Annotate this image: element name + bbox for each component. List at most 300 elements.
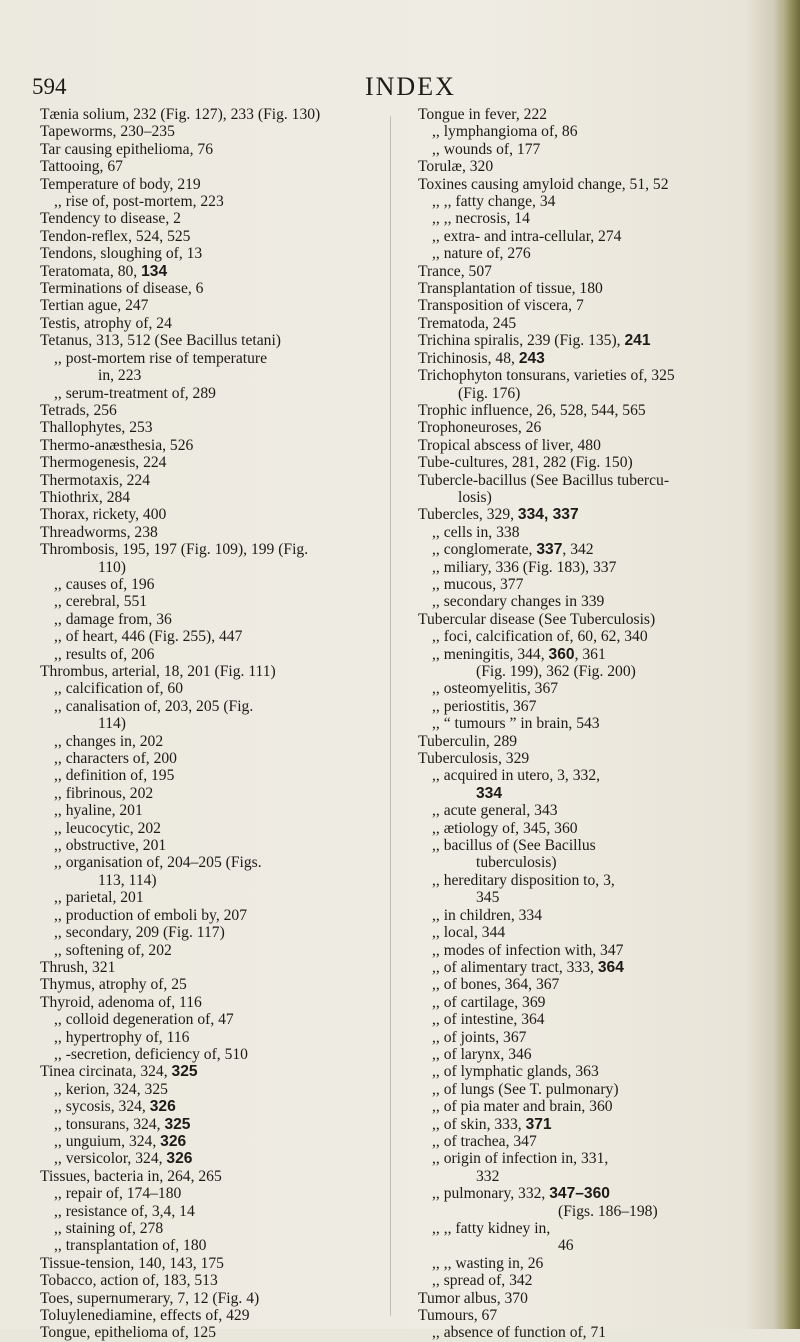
index-entry bbox=[40, 1203, 370, 1220]
index-entry bbox=[40, 1011, 370, 1028]
index-entry bbox=[40, 733, 370, 750]
entry-text: Tumor albus, 370 bbox=[418, 1289, 528, 1307]
index-entry bbox=[40, 611, 370, 628]
index-entry bbox=[418, 593, 768, 610]
entry-text: Thrombus, arterial, 18, 201 (Fig. 111) bbox=[40, 663, 276, 680]
index-entry bbox=[40, 767, 370, 784]
entry-text: ,, resistance of, 3,4, 14 bbox=[54, 1202, 195, 1220]
entry-text: ,, sycosis, 324, bbox=[54, 1098, 150, 1116]
entry-text: ,, organisation of, 204–205 (Figs. bbox=[54, 854, 262, 872]
index-entry bbox=[40, 646, 370, 663]
index-entry bbox=[40, 524, 370, 541]
entry-text: ,, ,, fatty kidney in, bbox=[432, 1220, 551, 1237]
entry-text: Tænia solium, 232 (Fig. 127), 233 (Fig. 130) bbox=[40, 106, 321, 123]
entry-text: Tapeworms, 230–235 bbox=[40, 123, 175, 141]
entry-text: Tubercle-bacillus (See Bacillus tubercu- bbox=[418, 471, 670, 489]
entry-text: Thyroid, adenoma of, 116 bbox=[40, 993, 202, 1011]
entry-text: Tropical abscess of liver, 480 bbox=[418, 436, 601, 454]
index-entry bbox=[40, 785, 370, 802]
index-entry bbox=[40, 715, 370, 732]
entry-text: ,, absence of function of, 71 bbox=[432, 1324, 607, 1342]
index-entry bbox=[418, 315, 768, 332]
entry-bold-page: 326 bbox=[149, 1098, 176, 1116]
index-entry bbox=[40, 280, 370, 297]
entry-text: 345 bbox=[476, 889, 500, 907]
entry-bold-page: 334, 337 bbox=[517, 506, 579, 524]
entry-text: ,, miliary, 336 (Fig. 183), 337 bbox=[432, 558, 617, 576]
index-entry bbox=[40, 907, 370, 924]
index-entry bbox=[40, 489, 370, 506]
index-entry bbox=[40, 924, 370, 941]
entry-text: ,, “ tumours ” in brain, 543 bbox=[432, 715, 600, 733]
entry-text: Trichinosis, 48, bbox=[418, 349, 519, 367]
index-entry bbox=[418, 942, 768, 959]
entry-text: ,, nature of, 276 bbox=[432, 245, 531, 263]
entry-text: ,, transplantation of, 180 bbox=[54, 1237, 207, 1255]
entry-text: Tube-cultures, 281, 282 (Fig. 150) bbox=[418, 454, 633, 472]
index-entry bbox=[418, 628, 768, 645]
entry-text: ,, of larynx, 346 bbox=[432, 1045, 532, 1063]
entry-bold-page: 326 bbox=[166, 1150, 193, 1168]
index-entry bbox=[418, 889, 768, 906]
index-entry bbox=[40, 263, 370, 280]
entry-text: ,, definition of, 195 bbox=[54, 767, 175, 785]
entry-text-after: , 342 bbox=[562, 541, 594, 559]
entry-text: Tuberculin, 289 bbox=[418, 732, 518, 750]
entry-text: Thermotaxis, 224 bbox=[40, 471, 151, 489]
index-entry bbox=[40, 820, 370, 837]
entry-text: Thermo-anæsthesia, 526 bbox=[40, 436, 194, 454]
index-entry bbox=[40, 1081, 370, 1098]
entry-text: ,, hypertrophy of, 116 bbox=[54, 1028, 190, 1046]
entry-bold-page: 334 bbox=[476, 784, 503, 802]
entry-text: Terminations of disease, 6 bbox=[40, 280, 204, 298]
entry-text: ,, wounds of, 177 bbox=[432, 140, 541, 158]
index-entry bbox=[418, 541, 768, 558]
index-entry bbox=[40, 332, 370, 349]
index-entry bbox=[40, 454, 370, 471]
index-entry bbox=[418, 472, 768, 489]
entry-text: Tendons, sloughing of, 13 bbox=[40, 245, 203, 263]
entry-text: ,, of cartilage, 369 bbox=[432, 993, 546, 1011]
index-entry bbox=[40, 872, 370, 889]
index-entry bbox=[40, 802, 370, 819]
entry-text: ,, foci, calcification of, 60, 62, 340 bbox=[432, 628, 648, 646]
entry-text: ,, damage from, 36 bbox=[54, 610, 172, 628]
column-divider bbox=[390, 116, 391, 1316]
entry-text: ,, hereditary disposition to, 3, bbox=[432, 871, 615, 889]
index-entry bbox=[418, 663, 768, 680]
entry-text: Toxines causing amyloid change, 51, 52 bbox=[418, 175, 669, 193]
index-entry bbox=[40, 123, 370, 140]
index-entry bbox=[40, 1168, 370, 1185]
index-entry bbox=[418, 924, 768, 941]
entry-text: Tissue-tension, 140, 143, 175 bbox=[40, 1254, 224, 1272]
index-entry bbox=[40, 367, 370, 384]
entry-bold-page: 325 bbox=[164, 1115, 191, 1133]
entry-text: Tetanus, 313, 512 (See Bacillus tetani) bbox=[40, 332, 281, 350]
index-entry bbox=[418, 280, 768, 297]
index-entry bbox=[418, 402, 768, 419]
page-title: INDEX bbox=[365, 72, 456, 101]
entry-text: ,, extra- and intra-cellular, 274 bbox=[432, 227, 622, 245]
entry-text: ,, colloid degeneration of, 47 bbox=[54, 1011, 234, 1029]
entry-text: ,, secondary, 209 (Fig. 117) bbox=[54, 924, 225, 942]
entry-bold-page: 360 bbox=[548, 645, 575, 663]
entry-text: ,, lymphangioma of, 86 bbox=[432, 123, 578, 141]
index-entry bbox=[418, 297, 768, 314]
entry-text: Tissues, bacteria in, 264, 265 bbox=[40, 1167, 222, 1185]
entry-text: 110) bbox=[98, 558, 127, 576]
entry-text: Threadworms, 238 bbox=[40, 523, 158, 541]
index-entry bbox=[418, 1150, 768, 1167]
index-entry bbox=[40, 541, 370, 558]
index-entry bbox=[40, 1220, 370, 1237]
entry-text: ,, ætiology of, 345, 360 bbox=[432, 819, 578, 837]
index-entry bbox=[40, 315, 370, 332]
entry-text: Tertian ague, 247 bbox=[40, 297, 149, 315]
index-entry bbox=[418, 1185, 768, 1202]
index-entry bbox=[418, 802, 768, 819]
entry-bold-page: 134 bbox=[141, 262, 168, 280]
index-entry bbox=[40, 210, 370, 227]
entry-text: Tendon-reflex, 524, 525 bbox=[40, 227, 191, 245]
entry-text: Tattooing, 67 bbox=[40, 158, 123, 176]
entry-text: ,, of bones, 364, 367 bbox=[432, 976, 560, 994]
index-entry bbox=[40, 976, 370, 993]
entry-text: ,, kerion, 324, 325 bbox=[54, 1080, 168, 1098]
index-entry bbox=[418, 123, 768, 140]
index-entry bbox=[40, 472, 370, 489]
index-entry bbox=[40, 1063, 370, 1080]
index-column-right bbox=[418, 106, 768, 1342]
index-entry bbox=[40, 245, 370, 262]
index-entry bbox=[418, 1307, 768, 1324]
page-number: 594 bbox=[32, 74, 67, 99]
entry-text: Trophoneuroses, 26 bbox=[418, 419, 542, 437]
index-entry bbox=[418, 837, 768, 854]
index-entry bbox=[418, 1237, 768, 1254]
entry-text: Thymus, atrophy of, 25 bbox=[40, 976, 187, 994]
index-entry bbox=[40, 1324, 370, 1341]
entry-text: Tubercular disease (See Tuberculosis) bbox=[418, 610, 656, 628]
entry-text: Trematoda, 245 bbox=[418, 314, 517, 332]
index-entry bbox=[40, 1029, 370, 1046]
entry-text: ,, mucous, 377 bbox=[432, 575, 524, 593]
entry-text: ,, periostitis, 367 bbox=[432, 697, 537, 715]
entry-bold-page: 241 bbox=[624, 332, 651, 350]
entry-text: Transplantation of tissue, 180 bbox=[418, 280, 603, 298]
entry-text: ,, meningitis, 344, bbox=[432, 645, 549, 663]
index-entry bbox=[418, 228, 768, 245]
index-entry bbox=[40, 698, 370, 715]
index-entry bbox=[40, 837, 370, 854]
entry-text: ,, versicolor, 324, bbox=[54, 1150, 167, 1168]
entry-text: (Fig. 176) bbox=[458, 384, 521, 402]
entry-text: ,, serum-treatment of, 289 bbox=[54, 384, 216, 402]
entry-text: in, 223 bbox=[98, 367, 142, 385]
entry-text: ,, osteomyelitis, 367 bbox=[432, 680, 559, 698]
entry-text: ,, cells in, 338 bbox=[432, 523, 520, 541]
index-entry bbox=[40, 1255, 370, 1272]
entry-text: Testis, atrophy of, 24 bbox=[40, 314, 172, 332]
index-entry bbox=[418, 680, 768, 697]
index-entry bbox=[40, 297, 370, 314]
entry-text: (Figs. 186–198) bbox=[558, 1202, 658, 1220]
entry-text: Thallophytes, 253 bbox=[40, 419, 153, 437]
entry-text: ,, softening of, 202 bbox=[54, 941, 172, 959]
index-entry bbox=[40, 959, 370, 976]
entry-text: 46 bbox=[558, 1237, 574, 1255]
index-entry bbox=[418, 419, 768, 436]
index-entry bbox=[418, 1046, 768, 1063]
index-column-left bbox=[40, 106, 370, 1342]
entry-text: ,, local, 344 bbox=[432, 924, 506, 942]
entry-text: Thermogenesis, 224 bbox=[40, 454, 167, 472]
index-entry bbox=[418, 176, 768, 193]
index-entry bbox=[418, 907, 768, 924]
index-entry bbox=[40, 854, 370, 871]
index-entry bbox=[40, 106, 370, 123]
entry-text: Trance, 507 bbox=[418, 262, 492, 280]
index-entry bbox=[40, 1046, 370, 1063]
index-entry bbox=[418, 1290, 768, 1307]
entry-text: ,, secondary changes in 339 bbox=[432, 593, 605, 611]
entry-text: ,, modes of infection with, 347 bbox=[432, 941, 624, 959]
entry-bold-page: 337 bbox=[536, 541, 563, 559]
entry-bold-page: 326 bbox=[160, 1132, 187, 1150]
index-entry bbox=[418, 1098, 768, 1115]
index-entry bbox=[418, 820, 768, 837]
entry-text: ,, cerebral, 551 bbox=[54, 593, 148, 611]
index-entry bbox=[40, 559, 370, 576]
index-entry bbox=[418, 332, 768, 349]
entry-text: ,, of heart, 446 (Fig. 255), 447 bbox=[54, 628, 243, 646]
entry-text: ,, calcification of, 60 bbox=[54, 680, 184, 698]
index-entry bbox=[40, 1133, 370, 1150]
entry-text: ,, characters of, 200 bbox=[54, 750, 177, 768]
entry-text: ,, repair of, 174–180 bbox=[54, 1185, 182, 1203]
index-entry bbox=[418, 193, 768, 210]
entry-bold-page: 364 bbox=[597, 958, 624, 976]
entry-text: 114) bbox=[98, 715, 127, 733]
index-entry bbox=[418, 959, 768, 976]
index-entry bbox=[418, 350, 768, 367]
entry-text: ,, of skin, 333, bbox=[432, 1115, 526, 1133]
page-edge bbox=[774, 0, 800, 1329]
entry-text: ,, leucocytic, 202 bbox=[54, 819, 161, 837]
index-entry bbox=[418, 1168, 768, 1185]
entry-text: Tuberculosis, 329 bbox=[418, 750, 530, 768]
entry-text: Tongue, epithelioma of, 125 bbox=[40, 1324, 217, 1342]
index-entry bbox=[40, 628, 370, 645]
entry-bold-page: 243 bbox=[518, 349, 545, 367]
index-entry bbox=[418, 158, 768, 175]
entry-text: ,, tonsurans, 324, bbox=[54, 1115, 165, 1133]
entry-text: ,, acquired in utero, 3, 332, bbox=[432, 767, 601, 785]
entry-text: tuberculosis) bbox=[476, 854, 557, 872]
entry-text: ,, of intestine, 364 bbox=[432, 1011, 545, 1029]
entry-text: Toluylenediamine, effects of, 429 bbox=[40, 1307, 250, 1325]
index-entry bbox=[418, 385, 768, 402]
entry-text: ,, of pia mater and brain, 360 bbox=[432, 1098, 613, 1116]
entry-text: Tubercles, 329, bbox=[418, 506, 518, 524]
index-entry bbox=[418, 524, 768, 541]
entry-text: ,, post-mortem rise of temperature bbox=[54, 349, 268, 367]
entry-text: Thorax, rickety, 400 bbox=[40, 506, 167, 524]
index-entry bbox=[418, 872, 768, 889]
page-header bbox=[0, 66, 800, 106]
index-entry bbox=[40, 994, 370, 1011]
entry-text: Tendency to disease, 2 bbox=[40, 210, 181, 228]
entry-bold-page: 347–360 bbox=[549, 1185, 610, 1203]
entry-text: ,, bacillus of (See Bacillus bbox=[432, 837, 596, 855]
entry-text: ,, results of, 206 bbox=[54, 645, 155, 663]
index-entry bbox=[418, 1081, 768, 1098]
index-entry bbox=[40, 350, 370, 367]
index-entry bbox=[40, 506, 370, 523]
entry-text: ,, ,, necrosis, 14 bbox=[432, 210, 530, 228]
index-entry bbox=[418, 506, 768, 523]
index-entry bbox=[40, 663, 370, 680]
index-entry bbox=[418, 785, 768, 802]
index-entry bbox=[418, 1116, 768, 1133]
entry-text: ,, spread of, 342 bbox=[432, 1272, 533, 1290]
entry-text: ,, of lymphatic glands, 363 bbox=[432, 1063, 599, 1081]
index-entry bbox=[418, 559, 768, 576]
entry-text: ,, of lungs (See T. pulmonary) bbox=[432, 1080, 619, 1098]
index-entry bbox=[418, 750, 768, 767]
entry-text: Tar causing epithelioma, 76 bbox=[40, 140, 213, 158]
index-entry bbox=[418, 263, 768, 280]
index-entry bbox=[40, 889, 370, 906]
entry-text: ,, fibrinous, 202 bbox=[54, 784, 154, 802]
entry-text: Thiothrix, 284 bbox=[40, 488, 131, 506]
entry-bold-page: 325 bbox=[171, 1063, 198, 1081]
index-entry bbox=[418, 767, 768, 784]
index-entry bbox=[40, 1098, 370, 1115]
entry-text: Tobacco, action of, 183, 513 bbox=[40, 1272, 218, 1290]
index-entry bbox=[418, 733, 768, 750]
index-entry bbox=[418, 1324, 768, 1341]
entry-text: ,, acute general, 343 bbox=[432, 802, 558, 820]
index-entry bbox=[40, 402, 370, 419]
index-entry bbox=[418, 854, 768, 871]
index-entry bbox=[40, 1185, 370, 1202]
index-entry bbox=[418, 1011, 768, 1028]
entry-text: (Fig. 199), 362 (Fig. 200) bbox=[476, 663, 636, 680]
entry-text: Tumours, 67 bbox=[418, 1307, 498, 1325]
entry-text: ,, hyaline, 201 bbox=[54, 802, 143, 820]
index-entry bbox=[40, 1116, 370, 1133]
entry-text: ,, pulmonary, 332, bbox=[432, 1185, 550, 1203]
entry-text: ,, in children, 334 bbox=[432, 906, 543, 924]
entry-text: ,, canalisation of, 203, 205 (Fig. bbox=[54, 697, 254, 715]
index-entry bbox=[418, 611, 768, 628]
entry-text: Transposition of viscera, 7 bbox=[418, 297, 584, 315]
index-entry bbox=[418, 1133, 768, 1150]
index-entry bbox=[40, 385, 370, 402]
entry-text: Trichophyton tonsurans, varieties of, 325 bbox=[418, 367, 675, 385]
index-entry bbox=[418, 1272, 768, 1289]
entry-text: ,, rise of, post-mortem, 223 bbox=[54, 193, 224, 211]
index-entry bbox=[418, 1203, 768, 1220]
index-entry bbox=[40, 437, 370, 454]
index-entry bbox=[418, 994, 768, 1011]
index-entry bbox=[418, 1220, 768, 1237]
index-entry bbox=[418, 576, 768, 593]
index-entry bbox=[40, 158, 370, 175]
index-entry bbox=[418, 106, 768, 123]
index-entry bbox=[418, 1255, 768, 1272]
entry-text: Torulæ, 320 bbox=[418, 158, 494, 176]
index-entry bbox=[40, 419, 370, 436]
entry-text: ,, origin of infection in, 331, bbox=[432, 1150, 609, 1168]
index-entry bbox=[40, 176, 370, 193]
index-entry bbox=[40, 1150, 370, 1167]
index-entry bbox=[40, 750, 370, 767]
entry-text: ,, unguium, 324, bbox=[54, 1132, 161, 1150]
index-entry bbox=[40, 1237, 370, 1254]
index-entry bbox=[40, 1290, 370, 1307]
index-entry bbox=[40, 193, 370, 210]
entry-text: Thrombosis, 195, 197 (Fig. 109), 199 (Fig. bbox=[40, 541, 309, 559]
index-entry bbox=[40, 228, 370, 245]
entry-text: ,, causes of, 196 bbox=[54, 575, 155, 593]
entry-text: ,, parietal, 201 bbox=[54, 889, 144, 907]
index-entry bbox=[40, 1307, 370, 1324]
index-entry bbox=[40, 942, 370, 959]
entry-text: Tinea circinata, 324, bbox=[40, 1063, 172, 1081]
index-entry bbox=[418, 1029, 768, 1046]
index-entry bbox=[418, 210, 768, 227]
index-entry bbox=[418, 715, 768, 732]
entry-text: ,, changes in, 202 bbox=[54, 732, 164, 750]
entry-text: Trophic influence, 26, 528, 544, 565 bbox=[418, 401, 646, 419]
index-entry bbox=[40, 1272, 370, 1289]
index-entry bbox=[418, 454, 768, 471]
entry-text: 113, 114) bbox=[98, 871, 157, 889]
index-entry bbox=[40, 141, 370, 158]
entry-text: Toes, supernumerary, 7, 12 (Fig. 4) bbox=[40, 1289, 260, 1307]
entry-text: ,, of alimentary tract, 333, bbox=[432, 958, 598, 976]
entry-text: ,, production of emboli by, 207 bbox=[54, 906, 248, 924]
index-entry bbox=[418, 367, 768, 384]
index-entry bbox=[418, 646, 768, 663]
index-entry bbox=[418, 976, 768, 993]
entry-text: Temperature of body, 219 bbox=[40, 175, 201, 193]
index-entry bbox=[418, 437, 768, 454]
entry-text: Tetrads, 256 bbox=[40, 401, 117, 419]
index-entry bbox=[40, 680, 370, 697]
index-entry bbox=[40, 593, 370, 610]
index-entry bbox=[40, 576, 370, 593]
entry-text: Teratomata, 80, bbox=[40, 262, 142, 280]
entry-text: ,, staining of, 278 bbox=[54, 1220, 164, 1237]
entry-text: ,, conglomerate, bbox=[432, 541, 537, 559]
entry-text: 332 bbox=[476, 1167, 500, 1185]
entry-text-after: , 361 bbox=[574, 645, 606, 663]
entry-text: ,, -secretion, deficiency of, 510 bbox=[54, 1045, 248, 1063]
entry-text: ,, ,, fatty change, 34 bbox=[432, 193, 556, 211]
index-entry bbox=[418, 1063, 768, 1080]
entry-text: ,, of trachea, 347 bbox=[432, 1132, 537, 1150]
entry-text: losis) bbox=[458, 488, 492, 506]
entry-text: Trichina spiralis, 239 (Fig. 135), bbox=[418, 332, 625, 350]
entry-text: ,, of joints, 367 bbox=[432, 1028, 527, 1046]
index-entry bbox=[418, 141, 768, 158]
entry-text: ,, ,, wasting in, 26 bbox=[432, 1254, 544, 1272]
